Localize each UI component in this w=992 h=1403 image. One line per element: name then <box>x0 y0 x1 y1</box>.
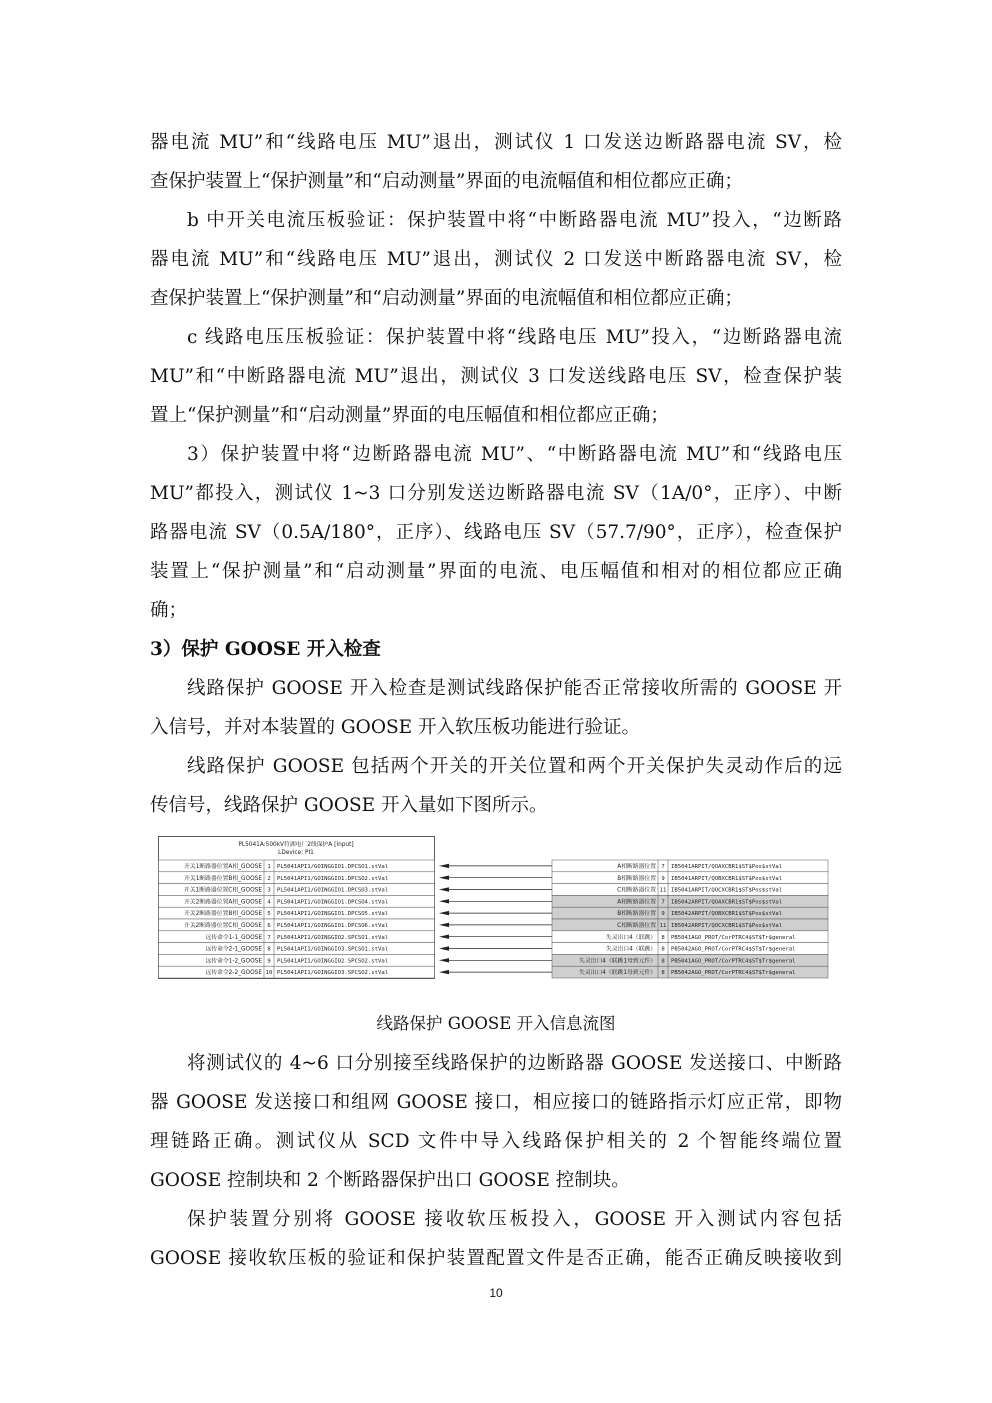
right-row-number: 11 <box>659 887 667 894</box>
text-line: 置上“保护测量”和“启动测量”界面的电压幅值和相位都应正确； <box>150 405 669 426</box>
left-row-number: 3 <box>267 887 271 894</box>
left-row-reference: PL5041API1/GOINGGIO2.SPCSO1.stVal <box>277 934 389 941</box>
text-line: 将测试仪的 4~6 口分别接至线路保护的边断路器 GOOSE 发送接口、中断路 <box>187 1053 842 1074</box>
text-line: 线路保护 GOOSE 包括两个开关的开关位置和两个开关保护失灵动作后的远 <box>187 756 842 777</box>
flow-arrow-head <box>439 946 449 950</box>
left-row-number: 2 <box>267 875 271 882</box>
right-row-number: 8 <box>661 934 665 941</box>
flow-arrow-head <box>439 864 449 868</box>
page-number: 10 <box>489 1286 503 1300</box>
left-row-number: 9 <box>267 958 271 965</box>
flow-arrow-head <box>439 958 449 962</box>
left-row-label: 开关1断路器位置C相_GOOSE <box>184 887 262 894</box>
right-row-reference: IB5042ARPIT/QOBXCBR1$ST$Pos$stVal <box>671 911 783 918</box>
goose-input-flow-diagram <box>158 836 830 980</box>
right-row-label: 失灵出口4（联跳） <box>605 946 656 953</box>
left-row-number: 7 <box>267 934 271 941</box>
text-line: 装置上“保护测量”和“启动测量”界面的电流、电压幅值和相对的相位都应正确 <box>150 561 842 582</box>
text-line: 查保护装置上“保护测量”和“启动测量”界面的电流幅值和相位都应正确； <box>150 288 743 309</box>
diagram-header-title: PL5041A:500kV符湖电厂2线保护A [Input] <box>238 842 354 848</box>
right-row-reference: IB5041ARPIT/QOCXCBR1$ST$Pos$stVal <box>671 887 783 894</box>
left-row-number: 10 <box>265 970 273 977</box>
text-line: 器电流 MU”和“线路电压 MU”退出，测试仪 2 口发送中断路器电流 SV，检 <box>150 249 842 270</box>
right-row-label: A相断路器位置 <box>617 899 656 906</box>
text-line: 入信号，并对本装置的 GOOSE 开入软压板功能进行验证。 <box>150 717 641 738</box>
left-row-number: 8 <box>267 946 271 953</box>
left-row-label: 开关2断路器位置A相_GOOSE <box>184 899 262 906</box>
right-row-reference: PB5042AGO_PROT/CorPTRC4$ST$Tr$general <box>671 946 796 953</box>
right-row-number: 9 <box>661 911 665 918</box>
text-line: 查保护装置上“保护测量”和“启动测量”界面的电流幅值和相位都应正确； <box>150 171 743 192</box>
right-row-label: B相断路器位置 <box>617 875 656 882</box>
right-row-number: 8 <box>661 970 665 977</box>
text-line: MU”和“中断路器电流 MU”退出，测试仪 3 口发送线路电压 SV，检查保护装 <box>150 366 842 387</box>
right-row-number: 7 <box>661 899 665 906</box>
right-row-label: 失灵出口4（联跳1母到元件） <box>579 958 656 965</box>
text-line: 3）保护装置中将“边断路器电流 MU”、“中断路器电流 MU”和“线路电压 <box>187 444 842 465</box>
right-row-reference: IB5041ARPIT/QOBXCBR1$ST$Pos$stVal <box>671 875 783 882</box>
right-row-reference: PB5041AGO_PROT/CorPTRC4$ST$Tr$general <box>671 958 796 965</box>
left-row-label: 开关2断路器位置B相_GOOSE <box>184 911 262 918</box>
left-row-label: 开关2断路器位置C相_GOOSE <box>184 923 262 929</box>
flow-arrow-head <box>439 923 449 927</box>
left-row-reference: PL5041API1/GOINGGIO1.DPCSO4.stVal <box>277 899 389 906</box>
right-row-number: 11 <box>659 923 667 929</box>
text-line: GOOSE 接收软压板的验证和保护装置配置文件是否正确，能否正确反映接收到 <box>150 1248 842 1269</box>
flow-arrow-head <box>439 935 449 939</box>
left-row-number: 1 <box>267 864 271 870</box>
right-row-label: B相断路器位置 <box>617 911 656 918</box>
flow-arrow-head <box>439 899 449 903</box>
right-row-label: C相断路器位置 <box>617 887 656 894</box>
left-row-label: 远传命令1-2_GOOSE <box>205 958 262 965</box>
left-row-label: 远传命令1-1_GOOSE <box>205 934 262 941</box>
left-row-reference: PL5041API1/GOINGGIO1.DPCSO2.stVal <box>277 875 389 882</box>
right-row-reference: IB5042ARPIT/QOCXCBR1$ST$Pos$stVal <box>671 923 783 929</box>
flow-arrow-head <box>439 911 449 915</box>
right-row-label: C相断路器位置 <box>617 923 656 929</box>
text-line: 路器电流 SV（0.5A/180°，正序）、线路电压 SV（57.7/90°，正序），检查保护 <box>150 522 842 543</box>
text-line: 保护装置分别将 GOOSE 接收软压板投入，GOOSE 开入测试内容包括 <box>187 1209 842 1230</box>
right-row-reference: PB5041AGO_PROT/CorPTRC4$ST$Tr$general <box>671 934 796 941</box>
left-row-label: 开关1断路器位置B相_GOOSE <box>184 875 262 882</box>
text-line: 理链路正确。测试仪从 SCD 文件中导入线路保护相关的 2 个智能终端位置 <box>150 1131 842 1152</box>
right-row-reference: PB5042AGO_PROT/CorPTRC4$ST$Tr$general <box>671 970 796 977</box>
right-row-number: 8 <box>661 958 665 965</box>
text-line: 线路保护 GOOSE 开入检查是测试线路保护能否正常接收所需的 GOOSE 开 <box>187 678 842 699</box>
left-row-number: 5 <box>267 911 271 918</box>
text-line: 传信号，线路保护 GOOSE 开入量如下图所示。 <box>150 795 548 816</box>
left-row-number: 4 <box>267 899 271 906</box>
right-row-label: 失灵出口4（联跳1母到元件） <box>579 970 656 977</box>
right-row-reference: IB5042ARPIT/QOAXCBR1$ST$Pos$stVal <box>671 899 783 906</box>
text-line: 确； <box>150 600 188 621</box>
flow-arrow-head <box>439 887 449 891</box>
figure-caption: 线路保护 GOOSE 开入信息流图 <box>376 1014 616 1033</box>
left-row-reference: PL5041API1/GOINGGIO1.DPCSO1.stVal <box>277 864 389 870</box>
text-line: GOOSE 控制块和 2 个断路器保护出口 GOOSE 控制块。 <box>150 1170 630 1191</box>
text-line: MU”都投入，测试仪 1~3 口分别发送边断路器电流 SV（1A/0°，正序）、中断 <box>150 483 842 504</box>
left-row-reference: PL5041API1/GOINGGIO1.DPCSO5.stVal <box>277 911 389 918</box>
flow-arrow-head <box>439 970 449 974</box>
right-row-number: 9 <box>661 875 665 882</box>
left-row-number: 6 <box>267 923 271 929</box>
left-row-reference: PL5041API1/GOINGGIO1.DPCSO3.stVal <box>277 887 389 894</box>
left-row-reference: PL5041API1/GOINGGIO2.SPCSO2.stVal <box>277 958 389 965</box>
left-row-reference: PL5041API1/GOINGGIO3.SPCSO2.stVal <box>277 970 389 977</box>
diagram-header-ldevice: LDevice: PI1 <box>278 850 314 856</box>
left-row-label: 远传命令2-1_GOOSE <box>205 946 262 953</box>
left-row-label: 远传命令2-2_GOOSE <box>205 970 262 977</box>
text-line: b 中开关电流压板验证：保护装置中将“中断路器电流 MU”投入，“边断路 <box>187 210 842 231</box>
text-line: 器 GOOSE 发送接口和组网 GOOSE 接口，相应接口的链路指示灯应正常，即物 <box>150 1092 842 1113</box>
right-row-number: 7 <box>661 864 665 870</box>
flow-arrow-head <box>439 876 449 880</box>
left-row-reference: PL5041API1/GOINGGIO1.DPCSO6.stVal <box>277 923 389 929</box>
right-row-label: A相断路器位置 <box>617 864 656 870</box>
right-row-number: 8 <box>661 946 665 953</box>
right-row-reference: IB5041ARPIT/QOAXCBR1$ST$Pos$stVal <box>671 864 783 870</box>
left-row-label: 开关1断路器位置A相_GOOSE <box>184 864 262 870</box>
left-row-reference: PL5041API1/GOINGGIO3.SPCSO1.stVal <box>277 946 389 953</box>
text-line: c 线路电压压板验证：保护装置中将“线路电压 MU”投入，“边断路器电流 <box>187 327 842 348</box>
text-line: 器电流 MU”和“线路电压 MU”退出，测试仪 1 口发送边断路器电流 SV，检 <box>150 132 842 153</box>
right-row-label: 失灵出口4（联跳） <box>605 934 656 941</box>
section-heading: 3）保护 GOOSE 开入检查 <box>150 639 381 660</box>
